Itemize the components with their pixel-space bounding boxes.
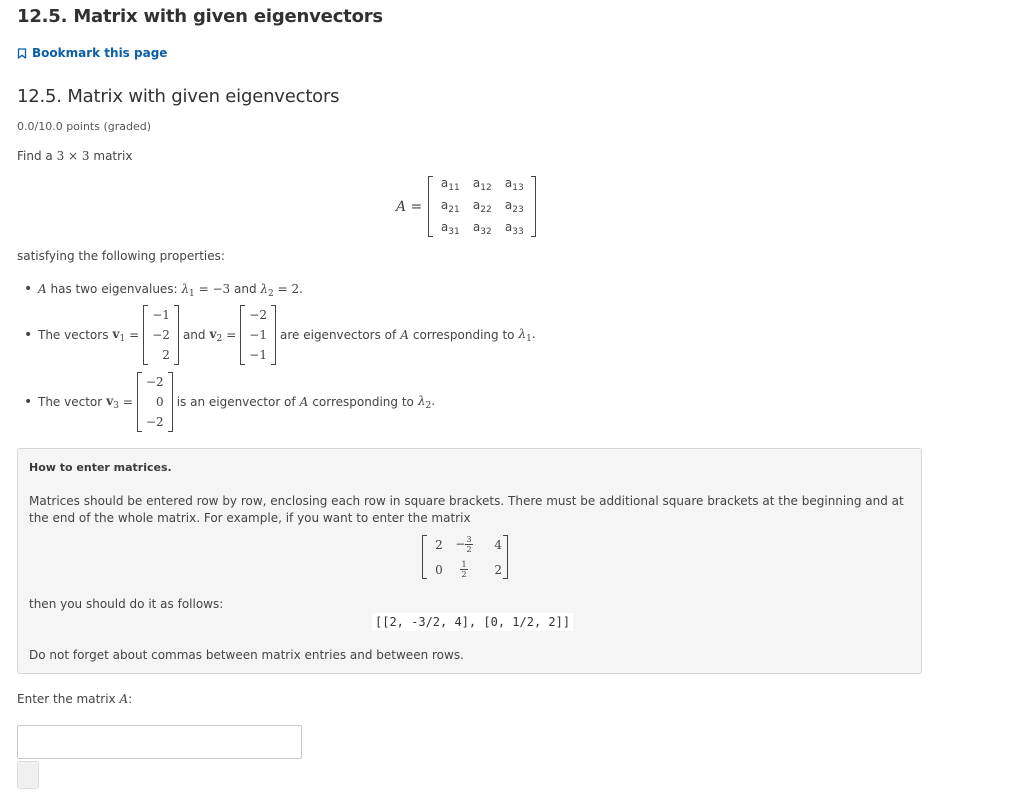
matrix-a-bracket (428, 176, 536, 237)
matrix-entry: $a_{32}$ (472, 220, 492, 237)
v3-symbol: v (106, 393, 114, 408)
v2-entry: −1 (249, 348, 267, 362)
matrix-entry: $a_{11}$ (440, 176, 460, 193)
matrix-a-grid (434, 176, 530, 237)
bookmark-icon (17, 48, 27, 59)
bullet-icon: • (24, 327, 33, 343)
equals: = (226, 328, 237, 342)
lambda-1: λ (181, 282, 190, 296)
bookmark-label: Bookmark this page (32, 46, 168, 60)
prop3-suffix2: corresponding to (312, 395, 414, 409)
lambda-1-sub: 1 (526, 333, 532, 344)
lambda-1-sub: 1 (189, 289, 195, 299)
v2-entry: −2 (249, 308, 267, 322)
equals: = (129, 328, 140, 342)
matrix-entry: $a_{23}$ (504, 198, 524, 215)
matrix-a (396, 176, 536, 237)
lambda-2-sub: 2 (425, 400, 432, 411)
matrix-entry: $a_{22}$ (472, 198, 492, 215)
help-box (17, 448, 922, 674)
prop2-and: and (182, 328, 206, 342)
matrix-entry: $a_{13}$ (504, 176, 524, 193)
matrix-answer-input[interactable] (17, 725, 302, 759)
lambda-2: λ (260, 282, 269, 296)
period: . (431, 393, 436, 408)
v1-entry: 2 (162, 348, 170, 362)
vector-v3 (137, 372, 173, 432)
matrix-entry: $a_{21}$ (440, 198, 460, 215)
example-entry: $\frac{1}{2}$ (461, 560, 467, 579)
var-a: A (119, 692, 129, 706)
example-entry: 2 (435, 537, 443, 552)
intro-prefix: Find a (17, 149, 53, 163)
bookmark-button[interactable] (17, 46, 167, 60)
v1-symbol: v (112, 326, 120, 341)
matrix-entry: $a_{31}$ (440, 220, 460, 237)
var-a: A (299, 395, 309, 409)
matrix-label: A = (396, 198, 423, 215)
v3-entry: 0 (156, 395, 164, 409)
intro-suffix: matrix (93, 149, 133, 163)
v3-entry: −2 (145, 415, 164, 429)
example-entry: 0 (435, 562, 443, 577)
satisfying-text: satisfying the following properties: (17, 249, 225, 263)
prop3-prefix: The vector (38, 395, 103, 409)
v2-sub: 2 (216, 333, 223, 344)
property-v1-v2 (38, 305, 536, 365)
intro-text (17, 149, 133, 163)
bullet-icon: • (24, 394, 33, 410)
bullet-icon: • (24, 281, 33, 297)
lambda-1-value: = −3 (198, 282, 231, 296)
example-entry: 2 (494, 562, 502, 577)
v1-entry: −2 (152, 328, 170, 342)
var-a: A (400, 328, 409, 342)
points-status: 0.0/10.0 points (graded) (17, 120, 152, 133)
v3-entry: −2 (145, 375, 164, 389)
example-matrix (422, 535, 508, 579)
property-eigenvalues (38, 282, 303, 299)
example-entry: − $\frac{3}{2}$ (455, 535, 472, 554)
problem-title: 12.5. Matrix with given eigenvectors (17, 86, 340, 107)
vector-v2 (240, 305, 276, 365)
submit-button[interactable] (17, 761, 39, 789)
v1-sub: 1 (119, 333, 126, 344)
then-text: then you should do it as follows: (29, 597, 224, 611)
lambda-1: λ (518, 326, 527, 341)
v1-entry: −1 (152, 308, 170, 322)
prop2-prefix: The vectors (38, 328, 109, 342)
help-heading: How to enter matrices. (29, 461, 172, 474)
prop1-text: has two eigenvalues: (50, 282, 178, 296)
example-entry: 4 (494, 537, 502, 552)
lambda-2-sub: 2 (268, 289, 274, 299)
prop2-suffix: are eigenvectors of (280, 328, 397, 342)
equals: = (122, 395, 133, 409)
property-v3 (38, 372, 435, 432)
v2-symbol: v (209, 326, 217, 341)
var-a: A (38, 282, 47, 296)
colon: : (128, 692, 133, 706)
help-paragraph: Matrices should be entered row by row, enclosing each row in square brackets. There must be additional square brackets at the beginning and at the end of the whole matrix. For example, if you want to enter the matrix (29, 494, 904, 525)
period: . (531, 326, 536, 341)
commas-note: Do not forget about commas between matrix entries and between rows. (29, 648, 464, 662)
vector-v1 (143, 305, 179, 365)
v3-sub: 3 (113, 400, 119, 411)
lambda-2-value: = 2. (277, 282, 303, 296)
matrix-entry: $a_{12}$ (472, 176, 492, 193)
answer-prompt (17, 692, 132, 706)
intro-dims: 3 × 3 (56, 149, 90, 163)
page-title: 12.5. Matrix with given eigenvectors (17, 6, 383, 27)
prop3-suffix: is an eigenvector of (176, 395, 296, 409)
v2-entry: −1 (249, 328, 267, 342)
answer-prompt-text: Enter the matrix (17, 692, 116, 706)
prop2-suffix2: corresponding to (412, 328, 515, 342)
lambda-2: λ (417, 393, 426, 408)
matrix-entry: $a_{33}$ (504, 220, 524, 237)
example-code: [[2, -3/2, 4], [0, 1/2, 2]] (372, 613, 573, 631)
prop1-and: and (234, 282, 257, 296)
